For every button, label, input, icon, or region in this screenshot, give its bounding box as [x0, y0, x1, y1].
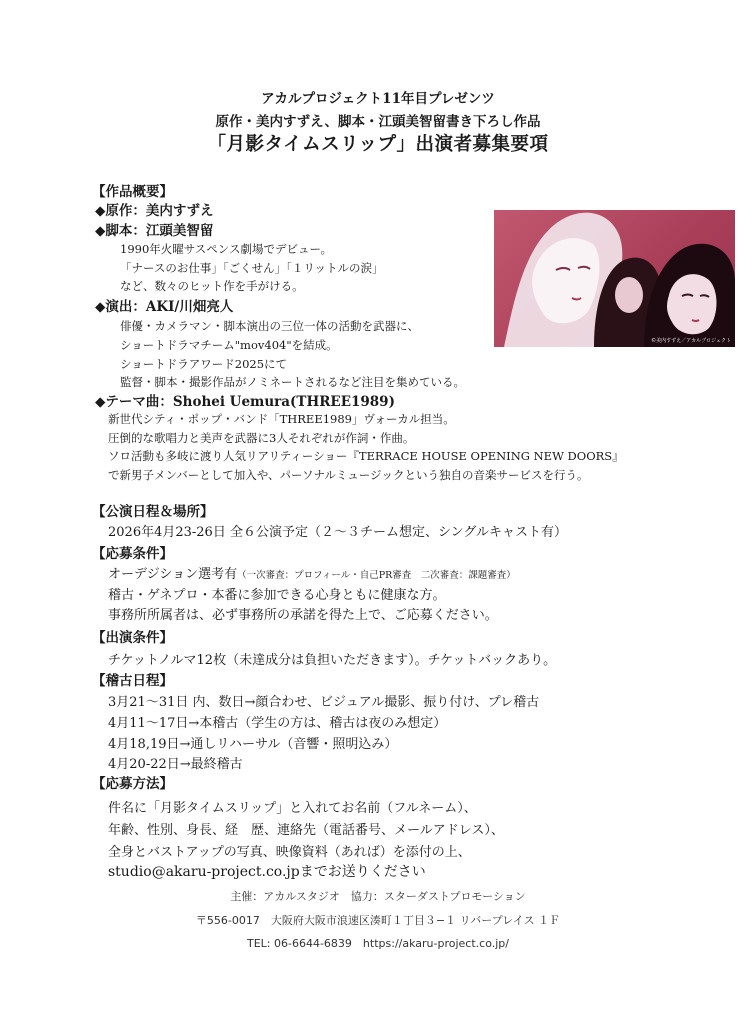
- apply-email: studio@akaru-project.co.jpまでお送りください: [108, 864, 426, 880]
- artwork-illustration: [494, 210, 735, 347]
- director-bio-4: 監督・脚本・撮影作品がノミネートされるなど注目を集めている。: [120, 375, 465, 389]
- audition-note: （一次審査：プロフィール・自己PR審査 二次審査：課題審査）: [237, 570, 516, 581]
- schedule-text: 2026年4月23-26日 全６公演予定（２〜３チーム想定、シングルキャスト有）: [108, 525, 567, 540]
- header-line-2: 原作・美内すずえ、脚本・江頭美智留書き下ろし作品: [215, 114, 541, 130]
- script-bio-1: 1990年火曜サスペンス劇場でデビュー。: [120, 242, 332, 256]
- footer-contact: TEL: 06-6644-6839 https://akaru-project.co.jp/: [247, 937, 509, 950]
- schedule-heading: 【公演日程＆場所】: [92, 504, 214, 520]
- artwork-caption: ©美内すずえ／アカルプロジェクト: [651, 338, 731, 344]
- scriptwriter: ◆脚本：江頭美智留: [95, 223, 214, 239]
- rehearsal-heading: 【稽古日程】: [92, 673, 173, 689]
- rehearsal-line-2: 4月11〜17日→本稽古（学生の方は、稽古は夜のみ想定）: [108, 716, 447, 731]
- script-bio-2: 「ナースのお仕事」「ごくせん」「１リットルの涙」: [120, 261, 384, 275]
- apply-line-1: 件名に「月影タイムスリップ」と入れてお名前（フルネーム）、: [108, 801, 477, 816]
- apply-line-2: 年齢、性別、身長、経 歴、連絡先（電話番号、メールアドレス）、: [108, 823, 504, 838]
- rehearsal-line-3: 4月18,19日→通しリハーサル（音響・照明込み）: [108, 737, 398, 752]
- audition-label: オーデジション選考有: [108, 567, 238, 582]
- footer-sponsor: 主催：アカルスタジオ 協力：スターダストプロモーション: [230, 890, 526, 903]
- overview-heading: 【作品概要】: [92, 184, 173, 200]
- theme-bio-4: で新男子メンバーとして加入や、パーソナルミュージックという独自の音楽サービスを行う。: [108, 468, 589, 482]
- director-bio-3: ショートドラアワード2025にて: [120, 357, 288, 371]
- script-bio-3: など、数々のヒット作を手がける。: [120, 279, 304, 293]
- apply-line-3: 全身とバストアップの写真、映像資料（あれば）を添付の上、: [108, 845, 471, 860]
- conditions-heading: 【出演条件】: [92, 630, 173, 646]
- conditions-text: チケットノルマ12枚（未達成分は負担いただきます）。チケットバックあり。: [108, 653, 557, 668]
- director-bio-2: ショートドラマチーム"mov404"を結成。: [120, 338, 338, 352]
- requirements-line-1: [108, 563, 516, 582]
- director: ◆演出：AKI/川畑亮人: [95, 299, 234, 315]
- requirements-line-3: 事務所所属者は、必ず事務所の承諾を得た上で、ご応募ください。: [108, 608, 498, 623]
- original-author: ◆原作：美内すずえ: [95, 203, 214, 219]
- theme-bio-1: 新世代シティ・ポップ・バンド「THREE1989」ヴォーカル担当。: [108, 412, 455, 426]
- header-line-1: アカルプロジェクト11年目プレゼンツ: [261, 91, 495, 107]
- manga-artwork-image: [494, 210, 735, 347]
- footer-address: 〒556-0017 大阪府大阪市浪速区湊町１丁目３−１ リバープレイス １Ｆ: [195, 914, 561, 927]
- page-title: 「月影タイムスリップ」出演者募集要項: [207, 134, 549, 155]
- theme-bio-3: ソロ活動も多岐に渡り人気リアリティーショー『TERRACE HOUSE OPENING NEW DOORS』: [108, 449, 624, 463]
- rehearsal-line-4: 4月20-22日→最終稽古: [108, 757, 243, 772]
- apply-heading: 【応募方法】: [92, 776, 173, 792]
- theme-bio-2: 圧倒的な歌唱力と美声を武器に3人それぞれが作詞・作曲。: [108, 431, 415, 445]
- requirements-line-2: 稽古・ゲネプロ・本番に参加できる心身ともに健康な方。: [108, 588, 446, 603]
- rehearsal-line-1: 3月21〜31日 内、数日→顔合わせ、ビジュアル撮影、振り付け、プレ稽古: [108, 695, 540, 710]
- requirements-heading: 【応募条件】: [92, 546, 173, 562]
- director-bio-1: 俳優・カメラマン・脚本演出の三位一体の活動を武器に、: [120, 319, 419, 333]
- theme-song: ◆テーマ曲：Shohei Uemura(THREE1989): [95, 394, 395, 410]
